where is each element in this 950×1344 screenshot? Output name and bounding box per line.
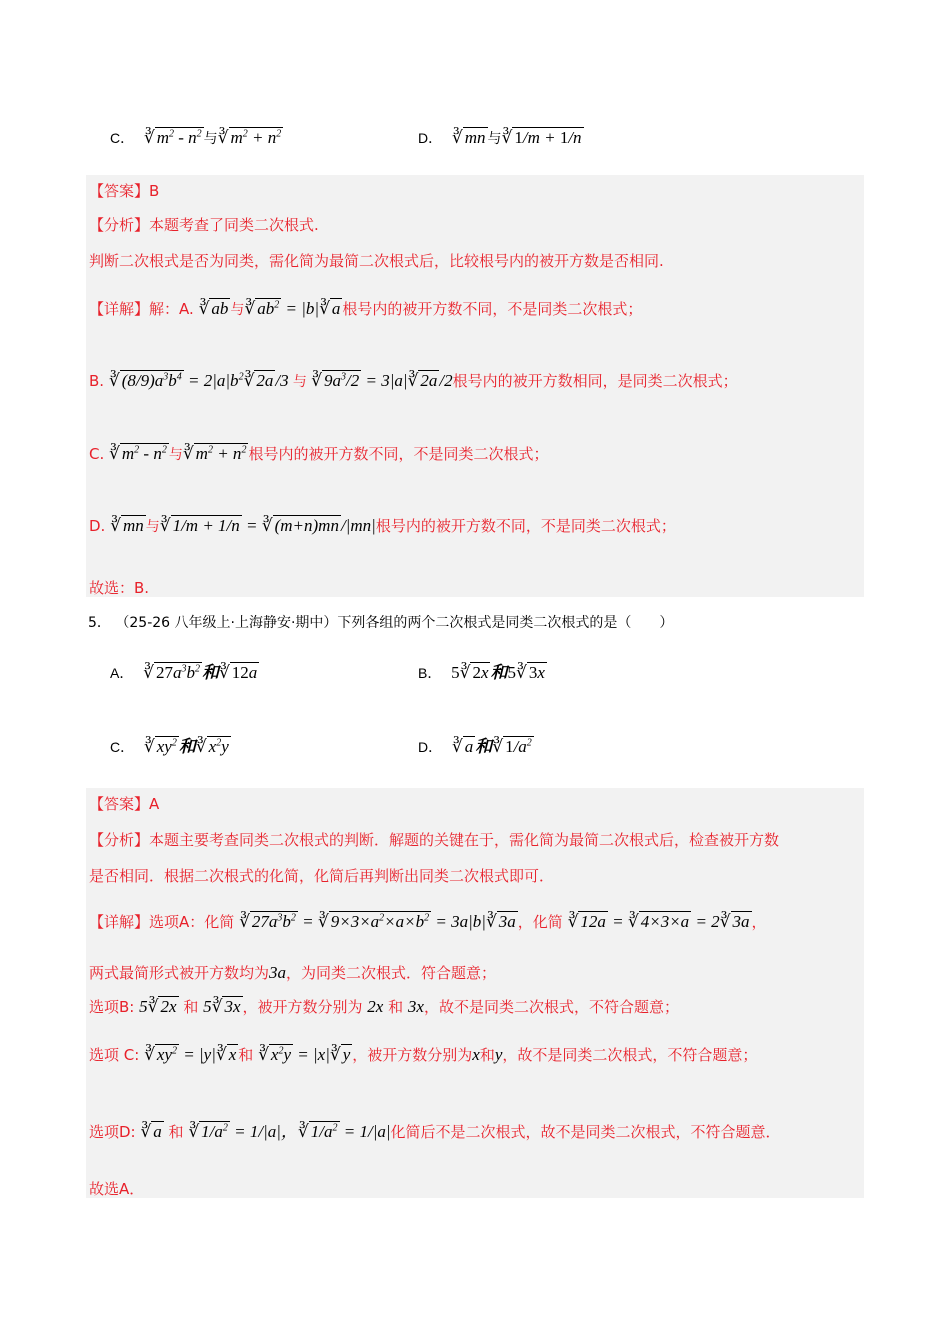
detail-a-prefix: 解：A.: [149, 300, 194, 318]
detail-c-mid: ，被开方数分别为: [352, 1046, 473, 1064]
detail-d-math-2: ∛ $1/a^2 = 1/|a|$，∛ $1/a^2 = 1/|a|$: [188, 1122, 391, 1141]
q5-detail-d: [89, 1117, 781, 1142]
option-expression: ∛ a 和∛ $1/a^2$: [451, 737, 532, 757]
option-expression: ∛ $27a^3b^2$ 和∛ 12a: [143, 663, 258, 683]
q5-detail-c: [89, 1044, 757, 1065]
detail-b-math-1: 5∛ 2x: [139, 997, 177, 1016]
detail-a-prefix: 选项A：化简: [149, 913, 235, 931]
option-connector: 和: [201, 663, 219, 683]
detail-a-end: ，: [751, 913, 767, 931]
q5-analysis-line-2: [89, 865, 554, 886]
detail-b-math-4: 3x: [407, 997, 424, 1016]
detail-c-math-1: ∛ $xy^2$ = |y|∛ x: [144, 1045, 237, 1064]
prev-detail-b: [89, 370, 738, 391]
prev-conclusion: [89, 577, 149, 598]
analysis-text: 本题主要考查同类二次根式的判断．解题的关键在于，需化简为最简二次根式后，检查被开方数: [149, 831, 780, 849]
detail-b-and-2: 和: [388, 998, 404, 1016]
q5-option-c: [110, 732, 231, 757]
q5-option-b: [418, 658, 547, 683]
detail-c-prefix: C.: [89, 445, 105, 463]
prev-answer-line: [89, 180, 159, 201]
detail-c-end: ，故不是同类二次根式，不符合题意；: [502, 1046, 758, 1064]
detail-c-math: ∛ $m^2 - n^2$ 与∛ $m^2 + n^2$: [109, 444, 247, 463]
option-connector: 和: [490, 663, 508, 683]
detail-c-math-2: ∛ $x^2y$ = |x|∛ y: [258, 1045, 351, 1064]
detail-b-mid: ，被开方数分别为: [242, 998, 363, 1016]
option-expression: ∛ $m^2 - n^2$ 与∛ $m^2 + n^2$: [143, 128, 282, 147]
analysis-label: 【分析】: [89, 216, 150, 234]
detail-a-math-2: ∛ 12a = ∛ 4×3×a = 2∛ 3a: [567, 912, 750, 931]
option-connector: 和: [475, 737, 493, 757]
detail-b-math-3: 2x: [367, 997, 384, 1016]
detail-c-prefix: 选项 C:: [89, 1046, 140, 1064]
detail-d-end: 化简后不是二次根式，故不是同类二次根式，不符合题意．: [390, 1123, 781, 1141]
prev-detail-a: [89, 298, 642, 319]
detail-label: 【详解】: [89, 913, 150, 931]
detail-d-suffix: 根号内的被开方数不同，不是同类二次根式；: [375, 517, 676, 535]
detail-b-math-2: 5∛ 3x: [203, 997, 241, 1016]
option-label: A．: [110, 665, 134, 681]
detail-c-math-3: x: [472, 1045, 480, 1064]
detail-a-suffix: 根号内的被开方数不同，不是同类二次根式；: [342, 300, 643, 318]
detail-d-and: 和: [168, 1123, 184, 1141]
detail-b-and: 和: [183, 998, 199, 1016]
question-number: 5．: [88, 615, 111, 631]
detail-a2-math: 3a: [269, 963, 287, 982]
q5-option-d: [418, 732, 534, 757]
detail-d-math: ∛ mn 与∛ 1/m + 1/n = ∛ (m+n)mn /|mn|: [110, 516, 376, 535]
q5-answer-line: [89, 793, 159, 814]
option-expression: ∛ $xy^2$ 和∛ $x^2y$: [143, 737, 229, 757]
prev-option-d: [418, 128, 584, 148]
q5-detail-a: [89, 911, 767, 932]
conclusion-text: 故选A．: [89, 1180, 145, 1198]
option-label: D．: [418, 739, 443, 755]
detail-a2-text: 两式最简形式被开方数均为: [89, 964, 270, 982]
detail-d-math-1: ∛ a: [140, 1122, 162, 1141]
prev-analysis-line: [89, 214, 319, 235]
detail-b-end: ，故不是同类二次根式，不符合题意；: [423, 998, 679, 1016]
option-label: C．: [110, 739, 135, 755]
detail-b-prefix: B.: [89, 372, 105, 390]
question-source: （25-26 八年级上·上海静安·期中）: [115, 615, 338, 631]
detail-c-and-2: 和: [479, 1046, 495, 1064]
option-label: D．: [418, 130, 443, 146]
conclusion-text: 故选：B.: [89, 579, 150, 597]
detail-d-prefix: D.: [89, 517, 106, 535]
detail-a-math: ∛ ab 与∛ $ab^2$ = |b|∛ a: [198, 299, 341, 318]
detail-a2-end: ，为同类二次根式．符合题意；: [286, 964, 497, 982]
q5-option-a: [110, 658, 259, 683]
analysis-label: 【分析】: [89, 831, 150, 849]
question-text: 下列各组的两个二次根式是同类二次根式的是（ ）: [337, 615, 674, 631]
prev-option-c: [110, 128, 283, 148]
q5-detail-b: [89, 996, 679, 1017]
q5-detail-a-2: [89, 962, 496, 983]
question-5: [88, 612, 673, 632]
detail-b-suffix: 根号内的被开方数相同，是同类二次根式；: [452, 372, 738, 390]
answer-label: 【答案】B: [89, 182, 160, 200]
answer-label: 【答案】A: [89, 795, 160, 813]
analysis-text-2: 是否相同．根据二次根式的化简，化简后再判断出同类二次根式即可．: [89, 867, 555, 885]
option-expression: ∛ mn 与∛ 1/m + 1/n: [451, 128, 582, 147]
option-label: B．: [418, 665, 442, 681]
option-expression: 5∛ 2x 和5∛ 3x: [451, 663, 545, 683]
option-label: C．: [110, 130, 135, 146]
analysis-text-2: 判断二次根式是否为同类，需化简为最简二次根式后，比较根号内的被开方数是否相同.: [89, 252, 664, 270]
detail-label: 【详解】: [89, 300, 150, 318]
analysis-text: 本题考查了同类二次根式.: [149, 216, 319, 234]
q5-analysis-line: [89, 829, 779, 850]
detail-b-math: ∛ $(8/9)a^3b^4$ = $2|a|b^2∛$ 2a /3 与 ∛ $9a^3/2$ = 3|a|∛ 2a /2: [108, 371, 453, 390]
option-connector: 和: [178, 737, 196, 757]
detail-c-and: 和: [238, 1046, 254, 1064]
detail-c-suffix: 根号内的被开方数不同，不是同类二次根式；: [248, 445, 549, 463]
detail-d-prefix: 选项D:: [89, 1123, 136, 1141]
detail-a-mid: ，化简: [517, 913, 563, 931]
detail-c-math-4: y: [494, 1045, 503, 1064]
detail-b-prefix: 选项B:: [89, 998, 135, 1016]
prev-detail-c: [89, 443, 548, 464]
prev-analysis-line-2: [89, 250, 664, 271]
detail-a-math-1: ∛ $27a^3b^2$ = ∛ $9\times 3\times a^2\times a\times b^2$ = 3a|b|∛ 3a: [239, 912, 516, 931]
q5-conclusion: [89, 1178, 144, 1199]
prev-detail-d: [89, 515, 676, 536]
